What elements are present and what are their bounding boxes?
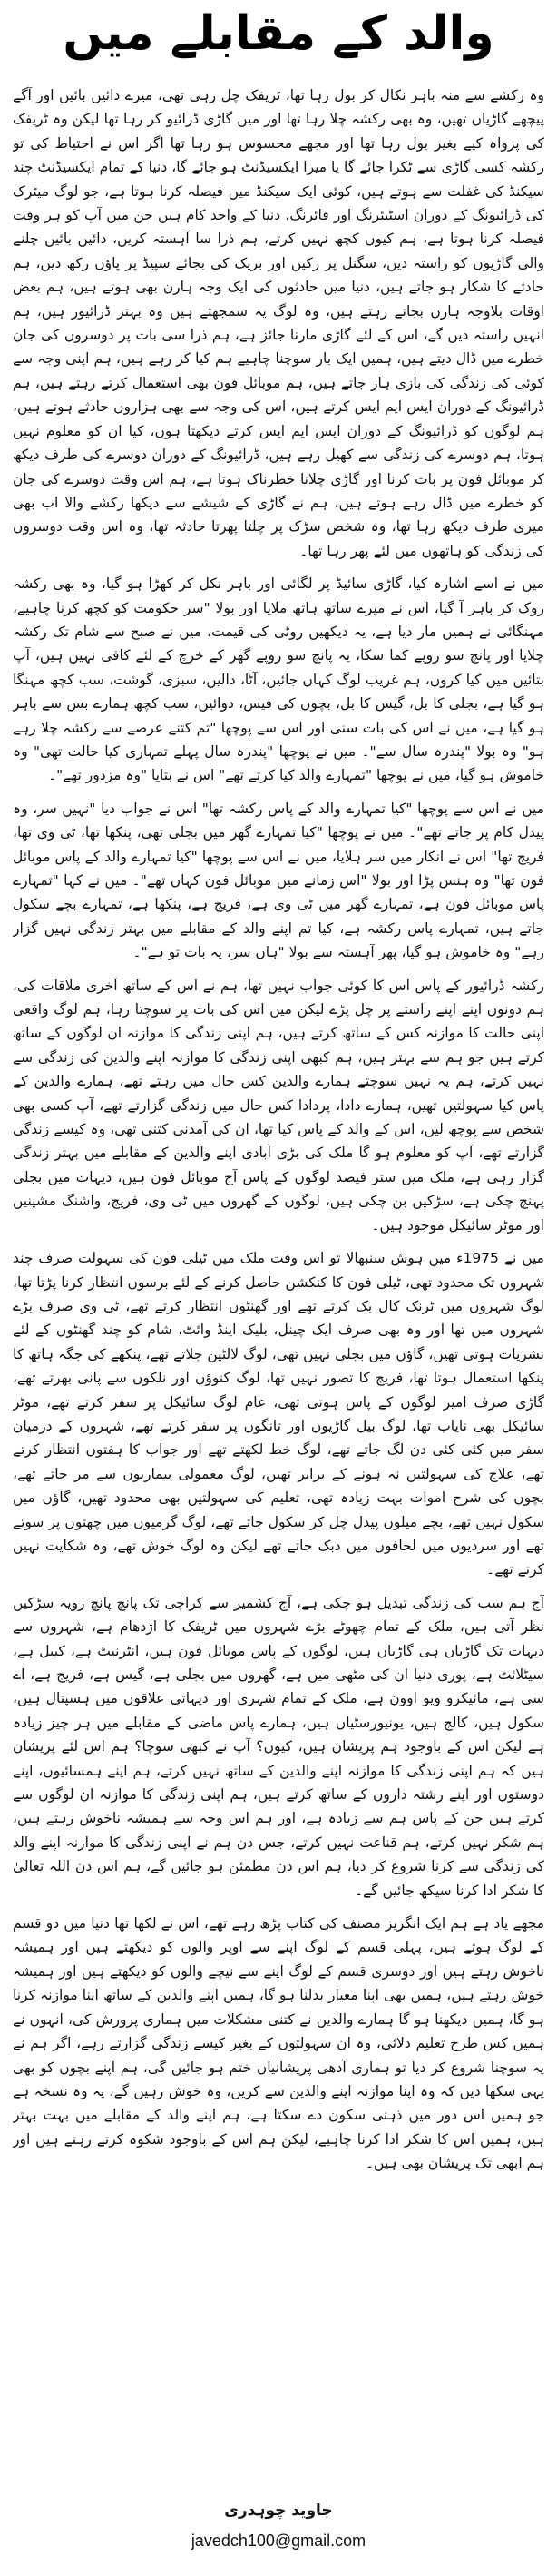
paragraph-7: مجھے یاد ہے ہم ایک انگریز مصنف کی کتاب پڑھ رہے تھے، اس نے لکھا تھا دنیا میں دو قسم کے لوگ ہوتے ہیں، پہلی قسم کے لوگ اپنے سے اوپر والوں کو دیکھتے ہیں اور ہمیشہ ناخوش رہتے ہیں اور دوسری قسم کے لوگ اپنے سے نیچے والوں کو دیکھتے ہیں اور ہمیشہ خوش رہتے ہیں، ہمیں بھی اپنا معیار بدلنا ہو گا، ہمیں اپنے والدین کے ساتھ اپنا موازنہ کرنا ہو گا، ہمیں دیکھنا ہو گا ہمارے والدین نے کتنی مشکلات میں ہماری پرورش کی، انہوں نے ہمیں کس طرح تعلیم دلائی، وہ ان سہولتوں کے بغیر کیسے زندگی گزارتے رہے، اگر ہم نے یہ سوچنا شروع کر دیا تو ہماری آدھی پریشانیاں ختم ہو جائیں گی، ہم اپنے بچوں کو بھی یہی سکھا دیں کہ وہ اپنا موازنہ اپنے والدین سے کریں، وہ خوش رہیں گے، یہ وہ نسخہ ہے جو ہمیں اس دور میں ذہنی سکون دے سکتا ہے، ہم اپنے والد کے مقابلے میں بہت بہتر ہیں، ہمیں اس کا شکر ادا کرنا چاہیے، لیکن ہم اس کے باوجود شکوہ کرتے رہتے ہیں اور ہم ابھی تک پریشان بھی ہیں۔: [13, 1915, 544, 2172]
paragraph-4: رکشہ ڈرائیور کے پاس اس کا کوئی جواب نہیں تھا، ہم نے اس کے ساتھ آخری ملاقات کی، ہم دونوں اپنے اپنے راستے پر چل پڑے لیکن میں اس کی بات پر سوچتا رہا، ہم لوگ واقعی اپنی حالت کا موازنہ کس کے ساتھ کرتے ہیں، ہم اپنی زندگی کا موازنہ ان لوگوں کے ساتھ کرتے ہیں جو ہم سے بہتر ہیں، ہم کبھی اپنی زندگی کا موازنہ اپنے والدین کی زندگی سے نہیں کرتے، ہم یہ نہیں سوچتے ہمارے والدین کس حال میں رہتے تھے، ہمارے والدین کے پاس کیا سہولتیں تھیں، ہمارے دادا، پردادا کس حال میں زندگی گزارتے تھے، آپ کسی بھی شخص سے پوچھ لیں، اس کے والد کے پاس کیا تھا، ان کی آمدنی کتنی تھی، وہ کیسے زندگی گزارتے تھے، آپ کو معلوم ہو گا ملک کی بڑی آبادی اپنے والدین کے مقابلے میں بہتر زندگی گزار رہی ہے، ملک میں ستر فیصد لوگوں کے پاس آج موبائل فون ہیں، دیہات میں بجلی پہنچ چکی ہے، سڑکیں بن چکی ہیں، لوگوں کے گھروں میں ٹی وی، فریج، واشنگ مشینیں اور موٹر سائیکل موجود ہیں۔: [13, 977, 544, 1234]
paragraph-6: آج ہم سب کی زندگی تبدیل ہو چکی ہے، آج کشمیر سے کراچی تک پانچ پانچ رویہ سڑکیں نظر آتی ہیں، ملک کے تمام چھوٹے بڑے شہروں میں ٹریفک کا اژدھام ہے، شہروں سے دیہات تک گاڑیاں ہی گاڑیاں ہیں، لوگوں کے پاس موبائل فون ہیں، انٹرنیٹ ہے، کیبل ہے، سیٹلائٹ ہے، پوری دنیا ان کی مٹھی میں ہے، گھروں میں بجلی ہے، گیس ہے، فریج ہے، اے سی ہے، مائیکرو ویو اوون ہے، ملک کے تمام شہری اور دیہاتی علاقوں میں ہسپتال ہیں، سکول ہیں، کالج ہیں، یونیورسٹیاں ہیں، ہمارے پاس ماضی کے مقابلے میں ہر چیز زیادہ ہے لیکن اس کے باوجود ہم پریشان ہیں، کیوں؟ آپ نے کبھی سوچا؟ ہم اس لئے پریشان ہیں کہ ہم اپنی زندگی کا موازنہ اپنے والدین کے ساتھ نہیں کرتے، ہم اپنے ہمسائیوں، اپنے دوستوں اور اپنے رشتہ داروں کے ساتھ کرتے ہیں، ہم اپنی زندگی کا موازنہ ان لوگوں سے کرتے ہیں جن کے پاس ہم سے زیادہ ہے، اور ہم اس وجہ سے ہمیشہ ناخوش رہتے ہیں، ہم شکر نہیں کرتے، ہم قناعت نہیں کرتے، جس دن ہم نے اپنی زندگی کا موازنہ اپنے والد کی زندگی سے کرنا شروع کر دیا، ہم اس دن مطمئن ہو جائیں گے، ہم اس دن اللہ تعالیٰ کا شکر ادا کرنا سیکھ جائیں گے۔: [13, 1594, 544, 1899]
paragraph-3: میں نے اس سے پوچھا "کیا تمہارے والد کے پاس رکشہ تھا" اس نے جواب دیا "نہیں سر، وہ پیدل کام پر جاتے تھے"۔ میں نے پوچھا "کیا تمہارے گھر میں بجلی تھی، پنکھا تھا، ٹی وی تھا، فریج تھا" اس نے انکار میں سر ہلایا، میں نے اس سے پوچھا "کیا تمہارے والد کے پاس موبائل فون تھا" وہ ہنس پڑا اور بولا "اس زمانے میں موبائل فون کہاں تھے"۔ میں نے کہا "تمہارے پاس موبائل فون ہے، تمہارے گھر میں ٹی وی ہے، فریج ہے، پنکھا ہے، تمہارے بچے سکول جاتے ہیں، تمہارے پاس رکشہ ہے، کیا تم اپنے والد کے مقابلے میں بہتر زندگی نہیں گزار رہے" وہ خاموش ہو گیا، پھر آہستہ سے بولا "ہاں سر، یہ بات تو ہے"۔: [13, 800, 544, 961]
paragraph-5: میں نے 1975ء میں ہوش سنبھالا تو اس وقت ملک میں ٹیلی فون کی سہولت صرف چند شہروں تک محدود تھی، ٹیلی فون کا کنکشن حاصل کرنے کے لئے برسوں انتظار کرنا پڑتا تھا، لوگ شہروں میں ٹرنک کال بک کرتے تھے اور گھنٹوں انتظار کرتے تھے، ٹی وی صرف بڑے شہروں میں تھا اور وہ بھی صرف ایک چینل، بلیک اینڈ وائٹ، شام کو چند گھنٹوں کے لئے نشریات ہوتی تھیں، گاؤں میں بجلی نہیں تھی، لوگ لالٹین جلاتے تھے، پنکھے کی جگہ ہاتھ کا پنکھا استعمال ہوتا تھا، فریج کا تصور نہیں تھا، لوگ کنوؤں اور نلکوں سے پانی بھرتے تھے، گاڑی صرف امیر لوگوں کے پاس ہوتی تھی، عام لوگ سائیکل پر سفر کرتے تھے، موٹر سائیکل بھی نایاب تھا، لوگ بیل گاڑیوں اور تانگوں پر سفر کرتے تھے، شہروں کے درمیان سفر میں کئی کئی دن لگ جاتے تھے، لوگ خط لکھتے تھے اور جواب کا ہفتوں انتظار کرتے تھے، علاج کی سہولتیں نہ ہونے کے برابر تھیں، لوگ معمولی بیماریوں سے مر جاتے تھے، بچوں کی شرح اموات بہت زیادہ تھی، تعلیم کی سہولتیں بھی محدود تھیں، گاؤں میں سکول نہیں تھے، بچے میلوں پیدل چل کر سکول جاتے تھے، لوگ گرمیوں میں چھتوں پر سوتے تھے اور سردیوں میں لحافوں میں دبک جاتے تھے لیکن وہ لوگ خوش تھے، وہ شکایت نہیں کرتے تھے۔: [13, 1250, 544, 1578]
paragraph-2: میں نے اسے اشارہ کیا، گاڑی سائیڈ پر لگائی اور باہر نکل کر کھڑا ہو گیا، وہ بھی رکشہ روک کر باہر آ گیا، اس نے میرے ساتھ ہاتھ ملایا اور بولا "سر حکومت کو کچھ کرنا چاہیے، مہنگائی نے ہمیں مار دیا ہے، یہ دیکھیں روٹی کی قیمت، میں نے صبح سے شام تک رکشہ چلایا اور پانچ سو روپے کما سکا، یہ پانچ سو روپے گھر کے خرچ کے لئے کافی نہیں ہیں، آپ بتائیں میں کیا کروں، ہم غریب لوگ کہاں جائیں، آٹا، دالیں، سبزی، گوشت، سب کچھ مہنگا ہو گیا ہے، بجلی کا بل، گیس کا بل، بچوں کی فیس، دوائیں، سب کچھ ہمارے بس سے باہر ہو گیا ہے، میں نے اس کی بات سنی اور اس سے پوچھا "تم کتنے عرصے سے رکشہ چلا رہے ہو" وہ بولا "پندرہ سال سے"۔ میں نے پوچھا "پندرہ سال پہلے تمہاری کیا حالت تھی" وہ خاموش ہو گیا، میں نے پوچھا "تمہارے والد کیا کرتے تھے" اس نے بتایا "وہ مزدور تھے"۔: [13, 575, 544, 784]
headline: [0, 5, 557, 62]
headline-text: والد کے مقابلے میں: [63, 6, 494, 61]
author-name: جاوید چوہدری: [224, 2502, 333, 2520]
paragraph-1: وہ رکشے سے منہ باہر نکال کر بول رہا تھا، ٹریفک چل رہی تھی، میرے دائیں بائیں اور آگے پیچھے گاڑیاں تھیں، وہ بھی رکشہ چلا رہا تھا اور میں گاڑی ڈرائیو کر رہا تھا لیکن وہ ٹریفک کی پرواہ کیے بغیر بول رہا تھا اور مجھے محسوس ہو رہا تھا اگر اس نے احتیاط کی تو رکشہ کسی گاڑی سے ٹکرا جائے گا یا میرا ایکسیڈنٹ ہو جائے گا، دنیا کے تمام ایکسیڈنٹ چند سیکنڈ کی غفلت سے ہوتے ہیں، کوئی ایک سیکنڈ میں فیصلہ کرنا ہوتا ہے، جو لوگ میٹرک کی ڈرائیونگ کے دوران اسٹیئرنگ اور فائرنگ، دنیا کے واحد کام ہیں جن میں آپ کو ہر وقت فیصلہ کرنا ہوتا ہے، ہم کیوں کچھ نہیں کرتے، ہم ذرا سا آہستہ کریں، دائیں بائیں چلنے والی گاڑیوں کو راستہ دیں، سگنل پر رکیں اور بریک کی بجائے سپیڈ پر پاؤں رکھ دیں، ہم حادثے کا شکار ہو جاتے ہیں، دنیا میں حادثوں کی ایک وجہ ہارن بھی ہوتے ہیں، ہم بعض اوقات بلاوجہ ہارن بجاتے رہتے ہیں، وہ لوگ یہ سمجھتے ہیں وہ بہتر ڈرائیور ہیں، ہم انہیں راستہ دیں گے، اس کے لئے گاڑی مارنا جائز ہے، ہم ذرا سی بات پر دوسروں کی جان خطرے میں ڈال دیتے ہیں، ہمیں ایک بار سوچنا چاہیے ہم کیا کر رہے ہیں، ہم اپنی وجہ سے کوئی کی زندگی کی بازی ہار جاتے ہیں، ہم موبائل فون بھی استعمال کرتے رہتے ہیں، ہم ڈرائیونگ کے دوران ایس ایم ایس کرتے ہیں، اس کی وجہ سے بھی ہزاروں حادثے ہوتے ہیں، ہم لوگوں کو ڈرائیونگ کے دوران ایس ایم ایس کرتے دیکھتا ہوں، کیا ان کو معلوم نہیں ہوتا، ہم دوسرے کی زندگی سے کھیل رہے ہیں، ڈرائیونگ کے دوران دوسرے کی طرف دیکھ کر موبائل فون پر بات کرنا اور گاڑی چلانا خطرناک ہوتا ہے، ہم اس وقت دوسرے کی جان کو خطرے میں ڈال رہے ہوتے ہیں، ہم نے گاڑی کے شیشے سے دیکھا رکشے والا اب بھی میری طرف دیکھ رہا تھا، وہ شخص سڑک پر چلتا پھرتا حادثہ تھا، وہ اس وقت دوسروں کی زندگی کو ہاتھوں میں لئے پھر رہا تھا۔: [13, 87, 544, 559]
author-email: javedch100@gmail.com: [191, 2532, 366, 2550]
article-body: [13, 84, 544, 2480]
